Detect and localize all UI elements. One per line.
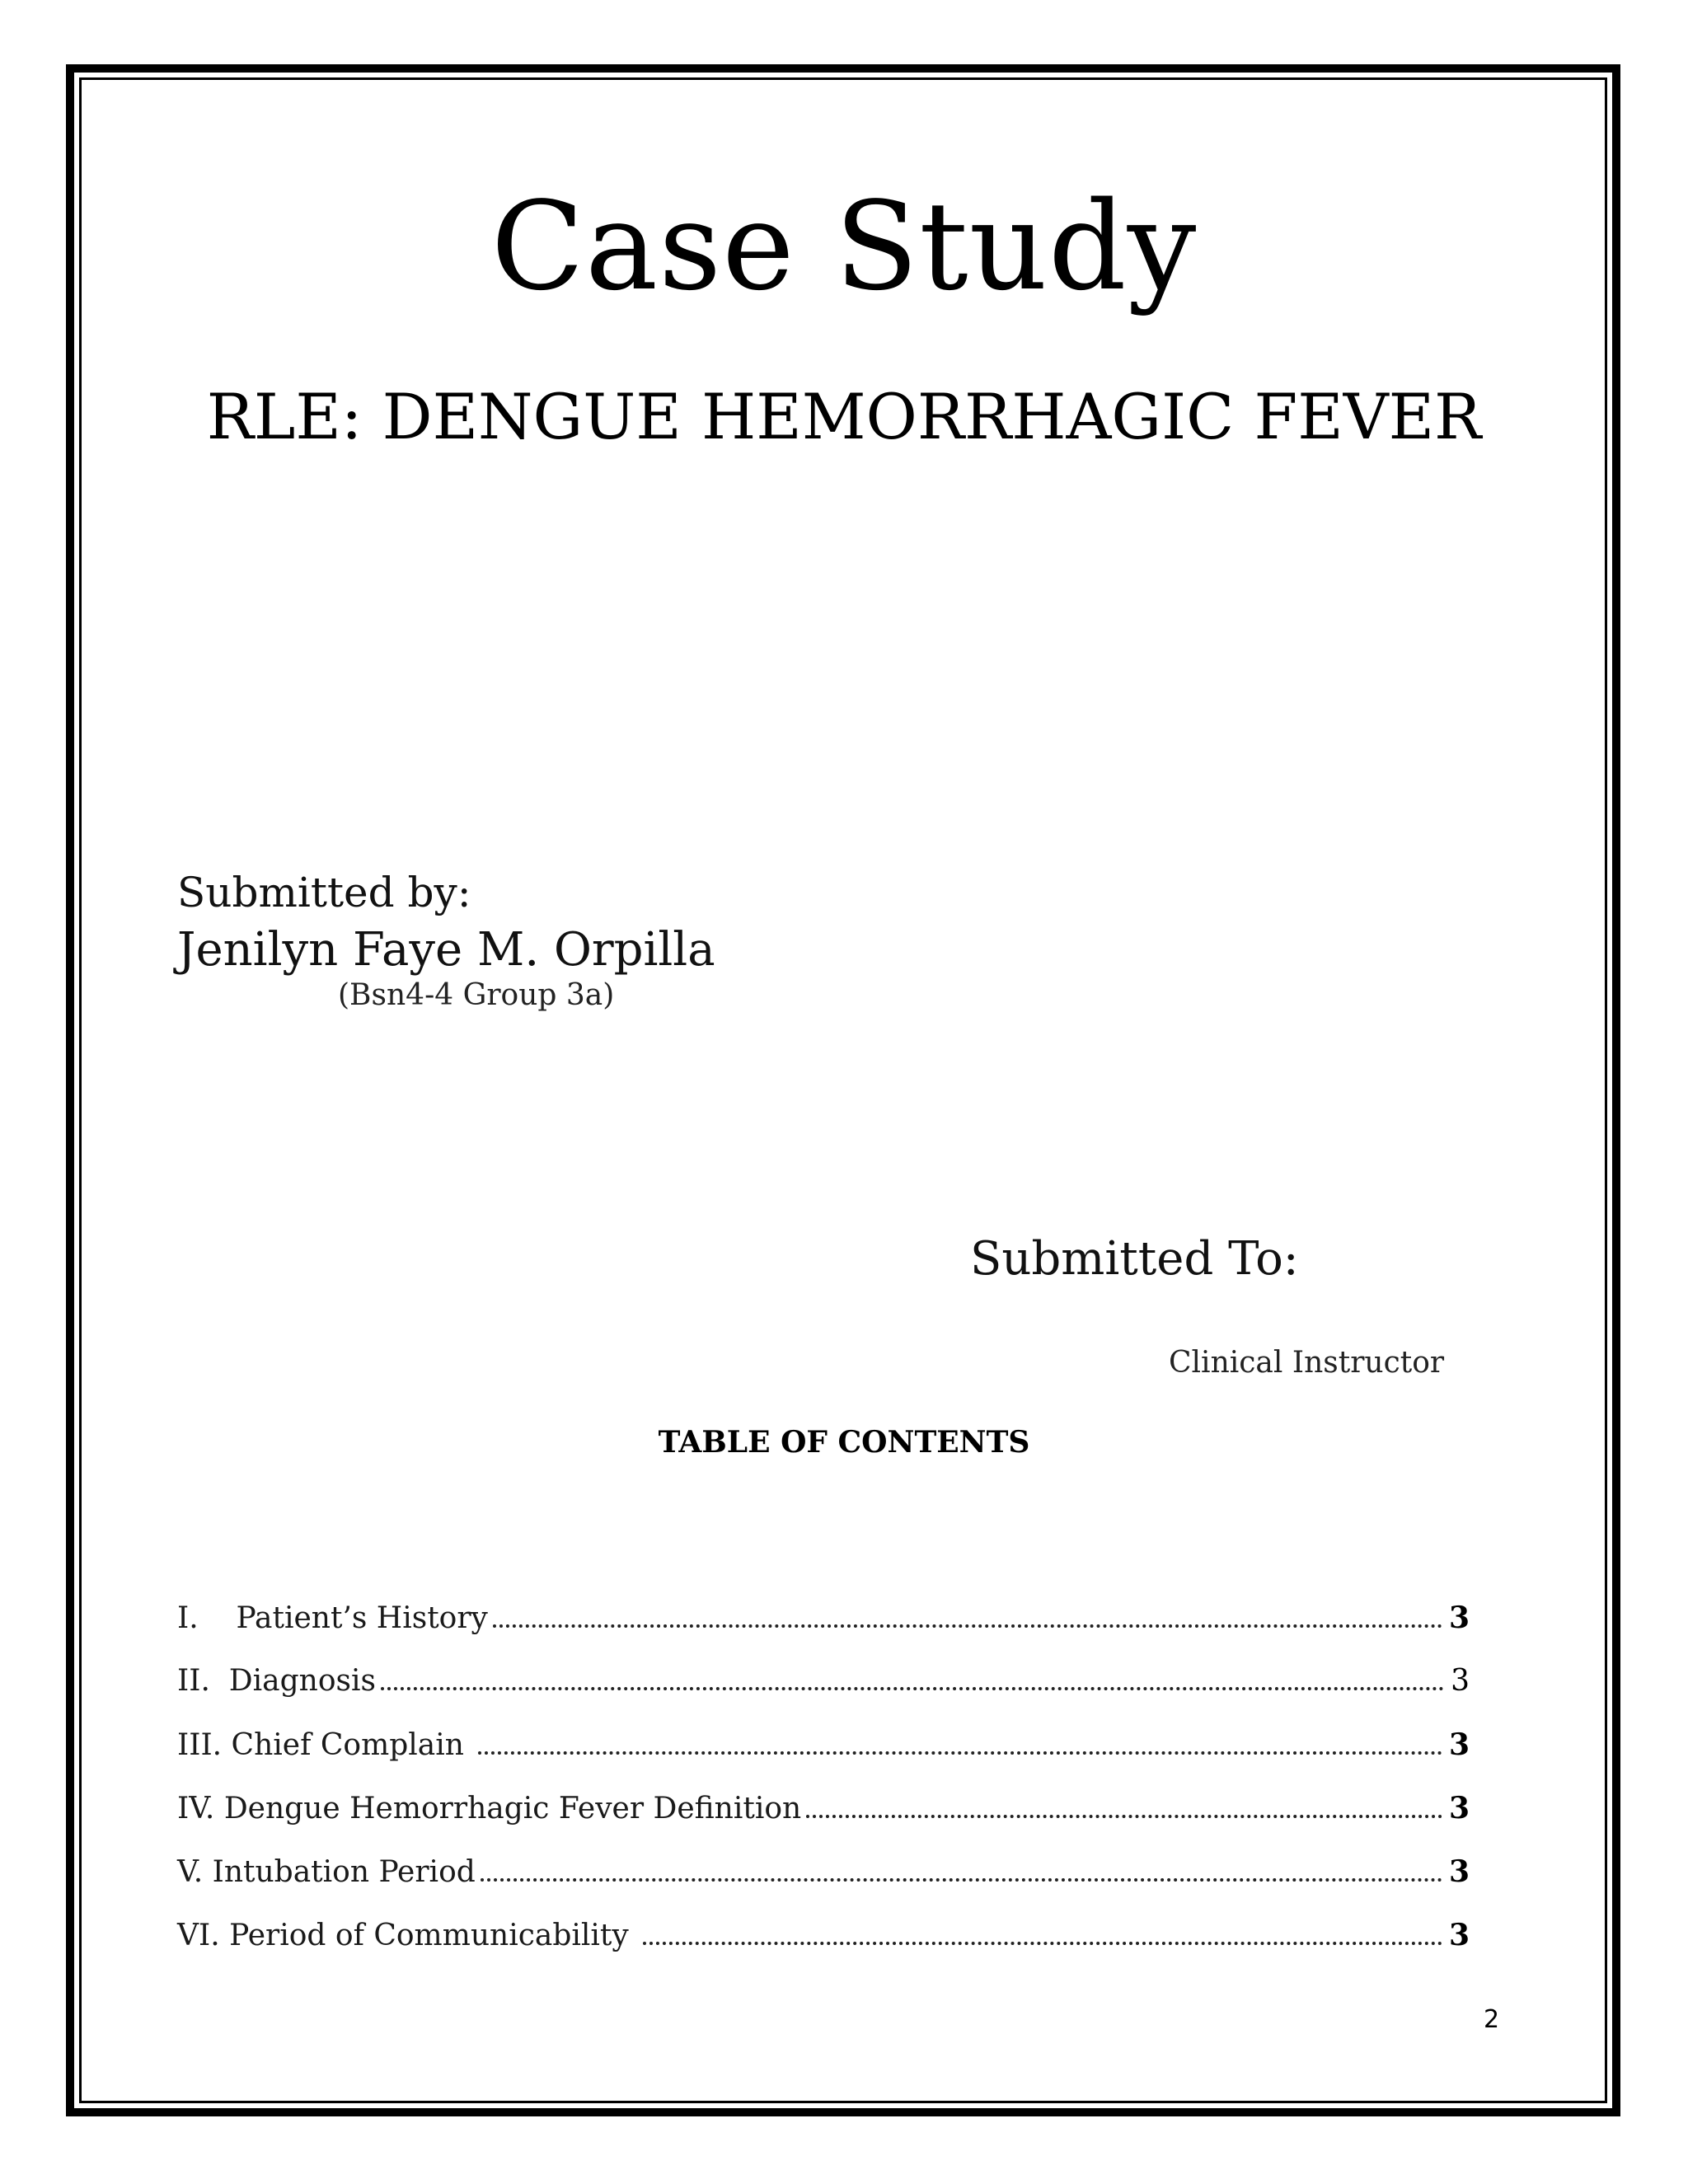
submitted-to-label: Submitted To: — [970, 1232, 1299, 1286]
toc-heading: TABLE OF CONTENTS — [658, 1425, 1030, 1460]
toc-entry-chief-complain — [177, 1727, 1470, 1793]
page-number: 2 — [1484, 2005, 1500, 2034]
author-name: Jenilyn Faye M. Orpilla — [177, 923, 715, 977]
toc-dot-leader — [493, 1624, 1442, 1628]
author-group: (Bsn4-4 Group 3a) — [338, 978, 615, 1012]
instructor-name: Clinical Instructor — [1169, 1346, 1445, 1380]
toc-entry-label: V. Intubation Period — [177, 1855, 476, 1889]
toc-entry-label: II. Diagnosis — [177, 1664, 376, 1698]
document-subtitle: RLE: DENGUE HEMORRHAGIC FEVER — [206, 380, 1482, 453]
toc-entry-page: 3 — [1448, 1601, 1470, 1635]
toc-dot-leader — [481, 1878, 1442, 1882]
toc-entry-label: I. Patient’s History — [177, 1601, 488, 1635]
toc-entry-page: 3 — [1448, 1918, 1470, 1952]
table-of-contents — [177, 1603, 1470, 1984]
toc-entry-dhf-definition — [177, 1793, 1470, 1857]
submitted-by-label: Submitted by: — [177, 869, 471, 916]
toc-entry-page: 3 — [1448, 1791, 1470, 1825]
toc-entry-label: III. Chief Complain — [177, 1728, 474, 1762]
toc-entry-page: 3 — [1448, 1854, 1470, 1889]
toc-entry-patients-history — [177, 1603, 1470, 1666]
toc-dot-leader — [478, 1751, 1442, 1755]
toc-dot-leader — [643, 1942, 1442, 1945]
toc-entry-period-of-communicability — [177, 1920, 1470, 1984]
toc-entry-label: VI. Period of Communicability — [177, 1919, 639, 1952]
document-title: Case Study — [490, 176, 1198, 317]
toc-entry-label: IV. Dengue Hemorrhagic Fever Definition — [177, 1792, 802, 1825]
toc-dot-leader — [806, 1815, 1442, 1818]
toc-entry-page: 3 — [1451, 1664, 1470, 1698]
toc-entry-diagnosis — [177, 1666, 1470, 1730]
toc-dot-leader — [381, 1687, 1444, 1690]
toc-entry-intubation-period — [177, 1854, 1470, 1920]
toc-entry-page: 3 — [1448, 1727, 1470, 1762]
